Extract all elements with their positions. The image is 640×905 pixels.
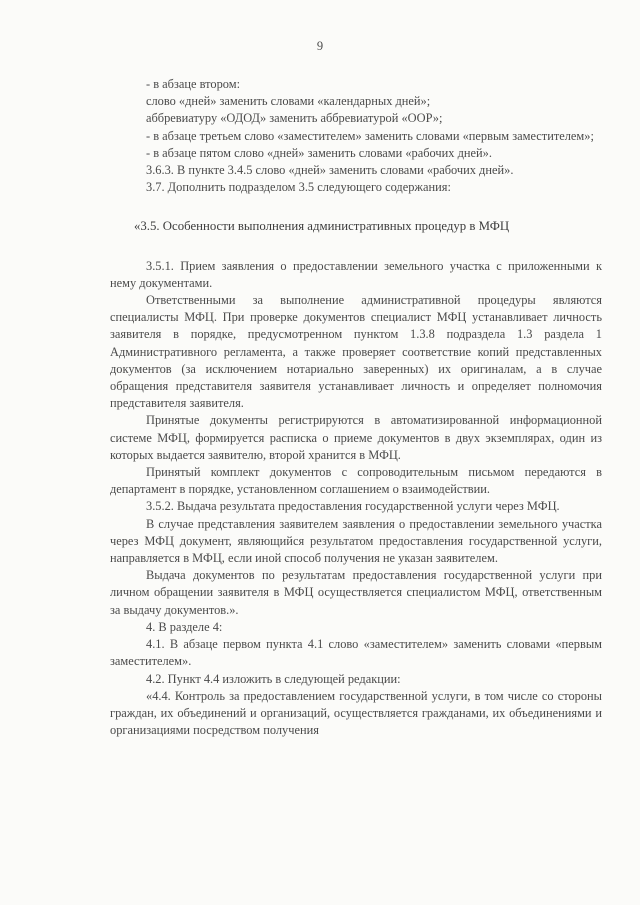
paragraph: «4.4. Контроль за предоставлением государственной услуги, в том числе со стороны граждан, их объединений и организаций, осуществляется гражданами, их объединениями и организациями посредством получения [110, 688, 602, 738]
document-body [110, 76, 602, 739]
paragraph: 4.2. Пункт 4.4 изложить в следующей редакции: [146, 671, 401, 686]
paragraph: В случае представления заявителем заявления о предоставлении земельного участка через МФЦ документ, являющийся результатом предоставления государственной услуги, направляется в МФЦ, если иной способ получения не указан заявителем. [110, 516, 602, 566]
paragraph: аббревиатуру «ОДОД» заменить аббревиатурой «ООР»; [146, 111, 443, 126]
paragraph-gap [110, 236, 602, 258]
paragraph: 3.5.1. Прием заявления о предоставлении земельного участка с приложенными к нему документами. [110, 258, 602, 290]
paragraph: - в абзаце пятом слово «дней» заменить словами «рабочих дней». [146, 145, 492, 160]
paragraph-gap [110, 196, 602, 218]
paragraph: Принятые документы регистрируются в автоматизированной информационной системе МФЦ, формируется расписка о приеме документов в двух экземплярах, один из которых выдается заявителю, второй хранится в МФЦ. [110, 413, 602, 462]
paragraph: 4.1. В абзаце первом пункта 4.1 слово «заместителем» заменить словами «первым заместителем». [110, 637, 602, 669]
paragraph: 3.5.2. Выдача результата предоставления государственной услуги через МФЦ. [146, 499, 560, 514]
paragraph: слово «дней» заменить словами «календарных дней»; [146, 94, 431, 109]
section-heading: «3.5. Особенности выполнения административных процедур в МФЦ [134, 219, 510, 234]
paragraph: - в абзаце втором: [146, 77, 241, 91]
paragraph: 4. В разделе 4: [146, 619, 223, 634]
paragraph: 3.7. Дополнить подразделом 3.5 следующего содержания: [146, 180, 451, 195]
paragraph: Выдача документов по результатам предоставления государственной услуги при личном обращении заявителя в МФЦ осуществляется специалистом МФЦ, ответственным за выдачу документов.». [110, 568, 602, 617]
paragraph: Принятый комплект документов с сопроводительным письмом передаются в департамент в порядке, установленном соглашением о взаимодействии. [110, 465, 602, 497]
paragraph: Ответственными за выполнение административной процедуры являются специалисты МФЦ. При проверке документов специалист МФЦ устанавливает личность заявителя в порядке, предусмотренном пунктом 1.3.8 подраздела 1.3 раздела 1 Административного регламента, а также проверяет соответствие копий представленных документов (за исключением нотариально заверенных) их оригиналам, а в случае обращения представителя заявителя устанавливает личность и определяет полномочия представителя заявителя. [110, 293, 602, 411]
page-number: 9 [316, 39, 324, 53]
paragraph: - в абзаце третьем слово «заместителем» заменить словами «первым заместителем»; [146, 128, 594, 143]
paragraph: 3.6.3. В пункте 3.4.5 слово «дней» заменить словами «рабочих дней». [146, 163, 514, 178]
